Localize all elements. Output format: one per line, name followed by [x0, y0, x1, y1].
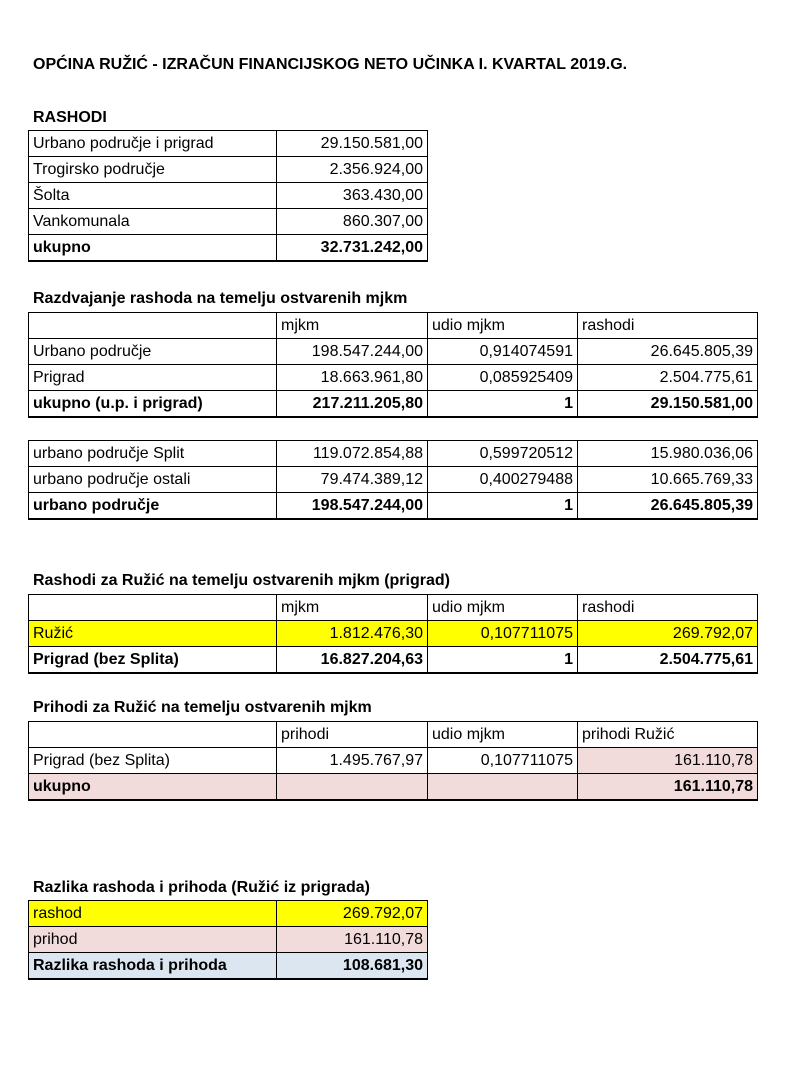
- row-label: ukupno: [29, 774, 277, 801]
- header-row: [29, 595, 758, 621]
- cell-rashodi: 26.645.805,39: [578, 493, 758, 520]
- column-header: mjkm: [277, 313, 428, 339]
- cell-mjkm: 217.211.205,80: [277, 391, 428, 418]
- total-row: [29, 493, 758, 520]
- cell-prihodi-ruzic: 161.110,78: [578, 748, 758, 774]
- prihodi-ruzic-heading: Prihodi za Ružić na temelju ostvarenih mjkm: [33, 699, 372, 716]
- rashodi-heading: RASHODI: [33, 109, 107, 126]
- cell-mjkm: 198.547.244,00: [277, 493, 428, 520]
- cell-rashodi: 2.504.775,61: [578, 365, 758, 391]
- row-label: Ružić: [29, 621, 277, 647]
- row-label: rashod: [29, 901, 277, 927]
- row-label: Prigrad (bez Splita): [29, 647, 277, 674]
- cell-mjkm: 16.827.204,63: [277, 647, 428, 674]
- row-label: ukupno (u.p. i prigrad): [29, 391, 277, 418]
- cell-udio: 0,107711075: [428, 748, 578, 774]
- row-label: urbano područje Split: [29, 441, 277, 467]
- table-row: [29, 157, 428, 183]
- column-header: rashodi: [578, 313, 758, 339]
- table-row: [29, 365, 758, 391]
- table-row: [29, 131, 428, 157]
- cell-udio: 0,400279488: [428, 467, 578, 493]
- column-header: mjkm: [277, 595, 428, 621]
- cell-udio: 0,107711075: [428, 621, 578, 647]
- cell-rashodi: 269.792,07: [578, 621, 758, 647]
- table-row: [29, 183, 428, 209]
- razdvajanje-table: [28, 312, 758, 418]
- razdvajanje-heading: Razdvajanje rashoda na temelju ostvarenih mjkm: [33, 290, 408, 307]
- cell-udio: [428, 774, 578, 801]
- row-label: prihod: [29, 927, 277, 953]
- cell-rashodi: 15.980.036,06: [578, 441, 758, 467]
- cell-rashodi: 29.150.581,00: [578, 391, 758, 418]
- row-label: Urbano područje: [29, 339, 277, 365]
- row-label: Prigrad (bez Splita): [29, 748, 277, 774]
- column-header: [29, 595, 277, 621]
- row-label: Prigrad: [29, 365, 277, 391]
- rashodi-ruzic-heading: Rashodi za Ružić na temelju ostvarenih mjkm (prigrad): [33, 572, 450, 589]
- rashodi-table: [28, 130, 428, 262]
- table-row: [29, 441, 758, 467]
- table-row: [29, 901, 428, 927]
- table-row: [29, 748, 758, 774]
- highlighted-row: [29, 621, 758, 647]
- row-value: 2.356.924,00: [277, 157, 428, 183]
- row-label: Vankomunala: [29, 209, 277, 235]
- column-header: prihodi Ružić: [578, 722, 758, 748]
- rashodi-ruzic-table: [28, 594, 758, 674]
- row-label: Šolta: [29, 183, 277, 209]
- total-row: [29, 647, 758, 674]
- row-value: 161.110,78: [277, 927, 428, 953]
- cell-mjkm: 198.547.244,00: [277, 339, 428, 365]
- row-label: urbano područje: [29, 493, 277, 520]
- header-row: [29, 722, 758, 748]
- prihodi-ruzic-table: [28, 721, 758, 801]
- total-row: [29, 391, 758, 418]
- cell-udio: 0,085925409: [428, 365, 578, 391]
- cell-udio: 1: [428, 493, 578, 520]
- total-row: [29, 235, 428, 262]
- column-header: prihodi: [277, 722, 428, 748]
- cell-rashodi: 26.645.805,39: [578, 339, 758, 365]
- column-header: [29, 313, 277, 339]
- row-label: Urbano područje i prigrad: [29, 131, 277, 157]
- table-row: [29, 209, 428, 235]
- column-header: udio mjkm: [428, 722, 578, 748]
- cell-rashodi: 2.504.775,61: [578, 647, 758, 674]
- cell-prihodi-ruzic: 161.110,78: [578, 774, 758, 801]
- cell-mjkm: 119.072.854,88: [277, 441, 428, 467]
- razlika-table: [28, 900, 428, 980]
- cell-prihodi: 1.495.767,97: [277, 748, 428, 774]
- cell-udio: 1: [428, 647, 578, 674]
- row-value: 860.307,00: [277, 209, 428, 235]
- cell-mjkm: 79.474.389,12: [277, 467, 428, 493]
- cell-prihodi: [277, 774, 428, 801]
- table-row: [29, 927, 428, 953]
- row-label: Razlika rashoda i prihoda: [29, 953, 277, 980]
- column-header: udio mjkm: [428, 313, 578, 339]
- row-value: 108.681,30: [277, 953, 428, 980]
- column-header: rashodi: [578, 595, 758, 621]
- row-label: urbano područje ostali: [29, 467, 277, 493]
- row-value: 32.731.242,00: [277, 235, 428, 262]
- cell-udio: 0,914074591: [428, 339, 578, 365]
- cell-mjkm: 18.663.961,80: [277, 365, 428, 391]
- table-row: [29, 339, 758, 365]
- table-row: [29, 467, 758, 493]
- cell-udio: 0,599720512: [428, 441, 578, 467]
- total-row: [29, 953, 428, 980]
- cell-udio: 1: [428, 391, 578, 418]
- cell-rashodi: 10.665.769,33: [578, 467, 758, 493]
- row-value: 29.150.581,00: [277, 131, 428, 157]
- row-value: 269.792,07: [277, 901, 428, 927]
- column-header: [29, 722, 277, 748]
- razlika-heading: Razlika rashoda i prihoda (Ružić iz prigrada): [33, 879, 370, 896]
- row-label: Trogirsko područje: [29, 157, 277, 183]
- row-label: ukupno: [29, 235, 277, 262]
- total-row: [29, 774, 758, 801]
- cell-mjkm: 1.812.476,30: [277, 621, 428, 647]
- column-header: udio mjkm: [428, 595, 578, 621]
- header-row: [29, 313, 758, 339]
- urbano-table: [28, 440, 758, 520]
- document-title: OPĆINA RUŽIĆ - IZRAČUN FINANCIJSKOG NETO UČINKA I. KVARTAL 2019.G.: [33, 56, 628, 73]
- row-value: 363.430,00: [277, 183, 428, 209]
